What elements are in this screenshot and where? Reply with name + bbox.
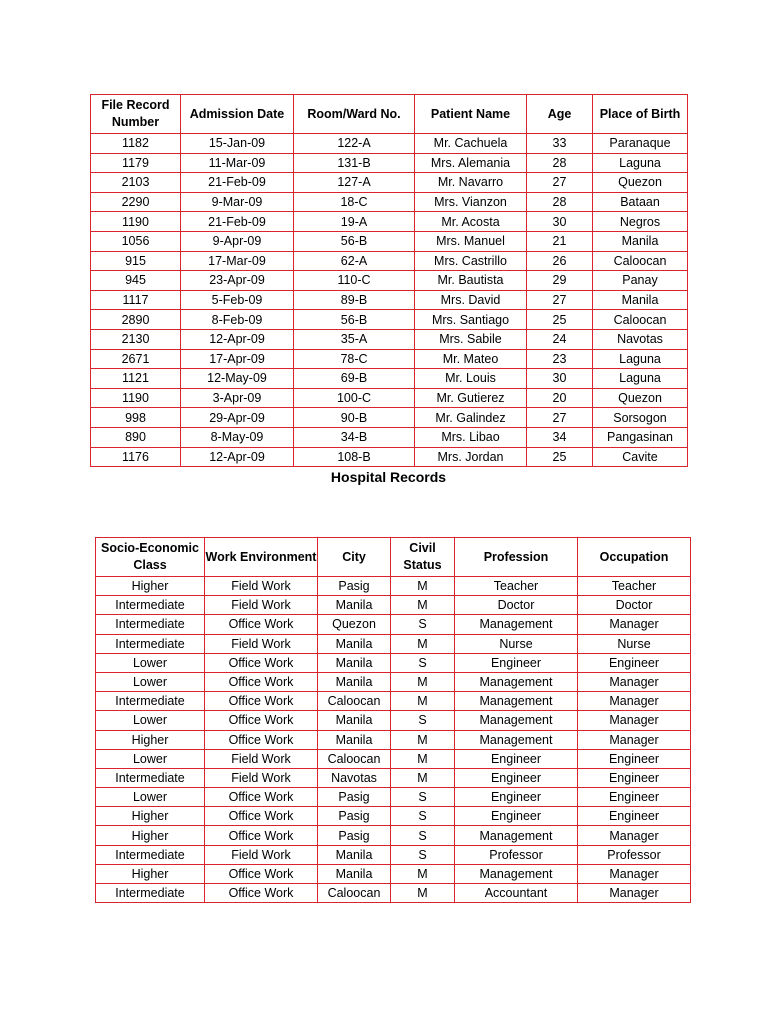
socio-economic-class-cell: Intermediate xyxy=(96,768,205,787)
socio-economic-class-cell: Higher xyxy=(96,807,205,826)
profession-cell: Management xyxy=(455,692,578,711)
city-cell: Pasig xyxy=(318,807,391,826)
header-patient-name: Patient Name xyxy=(415,95,527,134)
work-environment-cell: Office Work xyxy=(205,730,318,749)
profession-cell: Management xyxy=(455,615,578,634)
city-cell: Pasig xyxy=(318,826,391,845)
occupation-cell: Engineer xyxy=(578,807,691,826)
occupation-cell: Engineer xyxy=(578,768,691,787)
room-ward-cell: 69-B xyxy=(294,369,415,389)
patient-name-cell: Mr. Galindez xyxy=(415,408,527,428)
table-row xyxy=(96,653,691,672)
room-ward-cell: 110-C xyxy=(294,271,415,291)
profession-cell: Doctor xyxy=(455,596,578,615)
table-row xyxy=(96,596,691,615)
age-cell: 25 xyxy=(527,310,593,330)
place-of-birth-cell: Manila xyxy=(593,231,688,251)
age-cell: 21 xyxy=(527,231,593,251)
profession-cell: Management xyxy=(455,711,578,730)
city-cell: Manila xyxy=(318,845,391,864)
room-ward-cell: 100-C xyxy=(294,388,415,408)
admission-date-cell: 12-Apr-09 xyxy=(181,329,294,349)
patient-name-cell: Mrs. Santiago xyxy=(415,310,527,330)
age-cell: 20 xyxy=(527,388,593,408)
city-cell: Pasig xyxy=(318,577,391,596)
place-of-birth-cell: Paranaque xyxy=(593,134,688,154)
place-of-birth-cell: Manila xyxy=(593,290,688,310)
header-age: Age xyxy=(527,95,593,134)
profession-cell: Engineer xyxy=(455,788,578,807)
table-row xyxy=(91,329,688,349)
file-record-number-cell: 1176 xyxy=(91,447,181,467)
socio-economic-class-cell: Intermediate xyxy=(96,692,205,711)
patient-name-cell: Mrs. Libao xyxy=(415,427,527,447)
occupation-cell: Professor xyxy=(578,845,691,864)
city-cell: Manila xyxy=(318,634,391,653)
civil-status-cell: S xyxy=(391,711,455,730)
admission-date-cell: 21-Feb-09 xyxy=(181,212,294,232)
place-of-birth-cell: Negros xyxy=(593,212,688,232)
civil-status-cell: M xyxy=(391,884,455,903)
place-of-birth-cell: Pangasinan xyxy=(593,427,688,447)
patient-name-cell: Mrs. Castrillo xyxy=(415,251,527,271)
table-row xyxy=(91,447,688,467)
file-record-number-cell: 2130 xyxy=(91,329,181,349)
work-environment-cell: Field Work xyxy=(205,596,318,615)
room-ward-cell: 90-B xyxy=(294,408,415,428)
table-row xyxy=(96,634,691,653)
table-row xyxy=(96,749,691,768)
city-cell: Manila xyxy=(318,730,391,749)
table-row xyxy=(96,845,691,864)
table-row xyxy=(96,672,691,691)
city-cell: Caloocan xyxy=(318,692,391,711)
work-environment-cell: Office Work xyxy=(205,711,318,730)
civil-status-cell: M xyxy=(391,749,455,768)
work-environment-cell: Field Work xyxy=(205,749,318,768)
place-of-birth-cell: Sorsogon xyxy=(593,408,688,428)
occupation-cell: Teacher xyxy=(578,577,691,596)
profession-cell: Management xyxy=(455,672,578,691)
socio-economic-class-cell: Lower xyxy=(96,749,205,768)
occupation-cell: Manager xyxy=(578,864,691,883)
age-cell: 27 xyxy=(527,408,593,428)
socio-economic-class-cell: Lower xyxy=(96,711,205,730)
age-cell: 28 xyxy=(527,153,593,173)
place-of-birth-cell: Quezon xyxy=(593,173,688,193)
work-environment-cell: Office Work xyxy=(205,615,318,634)
city-cell: Manila xyxy=(318,864,391,883)
work-environment-cell: Field Work xyxy=(205,634,318,653)
table-row xyxy=(96,768,691,787)
occupation-cell: Manager xyxy=(578,672,691,691)
occupation-cell: Manager xyxy=(578,826,691,845)
table-row xyxy=(96,807,691,826)
age-cell: 33 xyxy=(527,134,593,154)
work-environment-cell: Field Work xyxy=(205,577,318,596)
table-row xyxy=(96,692,691,711)
admission-date-cell: 17-Apr-09 xyxy=(181,349,294,369)
age-cell: 28 xyxy=(527,192,593,212)
place-of-birth-cell: Panay xyxy=(593,271,688,291)
occupation-cell: Engineer xyxy=(578,749,691,768)
patient-name-cell: Mr. Louis xyxy=(415,369,527,389)
patient-name-cell: Mr. Bautista xyxy=(415,271,527,291)
file-record-number-cell: 1182 xyxy=(91,134,181,154)
header-socio-economic-class: Socio-Economic Class xyxy=(96,538,205,577)
table-row xyxy=(91,212,688,232)
patient-name-cell: Mrs. David xyxy=(415,290,527,310)
city-cell: Manila xyxy=(318,596,391,615)
profession-cell: Engineer xyxy=(455,807,578,826)
table-row xyxy=(96,577,691,596)
place-of-birth-cell: Caloocan xyxy=(593,251,688,271)
file-record-number-cell: 2290 xyxy=(91,192,181,212)
room-ward-cell: 62-A xyxy=(294,251,415,271)
civil-status-cell: S xyxy=(391,788,455,807)
hospital-header-row xyxy=(91,95,688,134)
place-of-birth-cell: Navotas xyxy=(593,329,688,349)
occupation-cell: Manager xyxy=(578,884,691,903)
admission-date-cell: 29-Apr-09 xyxy=(181,408,294,428)
admission-date-cell: 12-Apr-09 xyxy=(181,447,294,467)
age-cell: 27 xyxy=(527,290,593,310)
work-environment-cell: Office Work xyxy=(205,807,318,826)
hospital-records-table xyxy=(90,94,688,467)
room-ward-cell: 56-B xyxy=(294,231,415,251)
table-row xyxy=(96,826,691,845)
age-cell: 25 xyxy=(527,447,593,467)
city-cell: Manila xyxy=(318,653,391,672)
admission-date-cell: 9-Apr-09 xyxy=(181,231,294,251)
patient-name-cell: Mr. Acosta xyxy=(415,212,527,232)
file-record-number-cell: 1056 xyxy=(91,231,181,251)
table-row xyxy=(91,388,688,408)
admission-date-cell: 15-Jan-09 xyxy=(181,134,294,154)
civil-status-cell: M xyxy=(391,730,455,749)
place-of-birth-cell: Caloocan xyxy=(593,310,688,330)
socio-economic-class-cell: Higher xyxy=(96,826,205,845)
work-environment-cell: Office Work xyxy=(205,884,318,903)
profession-cell: Accountant xyxy=(455,884,578,903)
room-ward-cell: 56-B xyxy=(294,310,415,330)
place-of-birth-cell: Laguna xyxy=(593,153,688,173)
socio-economic-class-cell: Lower xyxy=(96,788,205,807)
place-of-birth-cell: Laguna xyxy=(593,349,688,369)
file-record-number-cell: 1121 xyxy=(91,369,181,389)
table-row xyxy=(96,615,691,634)
civil-status-cell: S xyxy=(391,845,455,864)
room-ward-cell: 122-A xyxy=(294,134,415,154)
socio-economic-table xyxy=(95,537,691,903)
header-civil-status: Civil Status xyxy=(391,538,455,577)
admission-date-cell: 3-Apr-09 xyxy=(181,388,294,408)
place-of-birth-cell: Bataan xyxy=(593,192,688,212)
work-environment-cell: Office Work xyxy=(205,653,318,672)
profession-cell: Management xyxy=(455,730,578,749)
header-occupation: Occupation xyxy=(578,538,691,577)
header-admission-date: Admission Date xyxy=(181,95,294,134)
socio-economic-class-cell: Intermediate xyxy=(96,884,205,903)
socio-economic-class-cell: Higher xyxy=(96,577,205,596)
work-environment-cell: Office Work xyxy=(205,692,318,711)
age-cell: 30 xyxy=(527,369,593,389)
table-row xyxy=(91,271,688,291)
table-row xyxy=(96,864,691,883)
profession-cell: Engineer xyxy=(455,768,578,787)
table-caption: Hospital Records xyxy=(330,469,447,485)
place-of-birth-cell: Laguna xyxy=(593,369,688,389)
civil-status-cell: M xyxy=(391,672,455,691)
header-room-ward-no: Room/Ward No. xyxy=(294,95,415,134)
table-row xyxy=(91,408,688,428)
patient-name-cell: Mrs. Manuel xyxy=(415,231,527,251)
header-profession: Profession xyxy=(455,538,578,577)
civil-status-cell: M xyxy=(391,634,455,653)
occupation-cell: Nurse xyxy=(578,634,691,653)
work-environment-cell: Field Work xyxy=(205,845,318,864)
table-row xyxy=(91,251,688,271)
admission-date-cell: 23-Apr-09 xyxy=(181,271,294,291)
hospital-table-body xyxy=(91,134,688,467)
room-ward-cell: 78-C xyxy=(294,349,415,369)
file-record-number-cell: 890 xyxy=(91,427,181,447)
admission-date-cell: 8-May-09 xyxy=(181,427,294,447)
occupation-cell: Engineer xyxy=(578,788,691,807)
profession-cell: Engineer xyxy=(455,653,578,672)
city-cell: Caloocan xyxy=(318,749,391,768)
civil-status-cell: M xyxy=(391,864,455,883)
profession-cell: Professor xyxy=(455,845,578,864)
patient-name-cell: Mrs. Jordan xyxy=(415,447,527,467)
civil-status-cell: S xyxy=(391,615,455,634)
socio-economic-class-cell: Intermediate xyxy=(96,615,205,634)
civil-status-cell: M xyxy=(391,577,455,596)
city-cell: Navotas xyxy=(318,768,391,787)
file-record-number-cell: 915 xyxy=(91,251,181,271)
header-file-record-number: File Record Number xyxy=(91,95,181,134)
file-record-number-cell: 945 xyxy=(91,271,181,291)
table-row xyxy=(96,788,691,807)
city-cell: Pasig xyxy=(318,788,391,807)
table-row xyxy=(91,349,688,369)
admission-date-cell: 11-Mar-09 xyxy=(181,153,294,173)
city-cell: Manila xyxy=(318,711,391,730)
file-record-number-cell: 1190 xyxy=(91,212,181,232)
patient-name-cell: Mrs. Sabile xyxy=(415,329,527,349)
civil-status-cell: S xyxy=(391,807,455,826)
city-cell: Manila xyxy=(318,672,391,691)
civil-status-cell: S xyxy=(391,653,455,672)
age-cell: 29 xyxy=(527,271,593,291)
age-cell: 26 xyxy=(527,251,593,271)
file-record-number-cell: 2103 xyxy=(91,173,181,193)
socio-economic-class-cell: Higher xyxy=(96,864,205,883)
occupation-cell: Manager xyxy=(578,615,691,634)
patient-name-cell: Mr. Gutierez xyxy=(415,388,527,408)
table-row xyxy=(91,231,688,251)
table-row xyxy=(91,310,688,330)
profession-cell: Teacher xyxy=(455,577,578,596)
profession-cell: Management xyxy=(455,864,578,883)
header-city: City xyxy=(318,538,391,577)
table-row xyxy=(91,134,688,154)
civil-status-cell: M xyxy=(391,692,455,711)
file-record-number-cell: 1190 xyxy=(91,388,181,408)
patient-name-cell: Mrs. Vianzon xyxy=(415,192,527,212)
work-environment-cell: Office Work xyxy=(205,826,318,845)
table-row xyxy=(91,369,688,389)
occupation-cell: Manager xyxy=(578,730,691,749)
file-record-number-cell: 1117 xyxy=(91,290,181,310)
table-row xyxy=(96,730,691,749)
socio-economic-class-cell: Intermediate xyxy=(96,596,205,615)
table-row xyxy=(91,290,688,310)
socio-economic-class-cell: Intermediate xyxy=(96,634,205,653)
file-record-number-cell: 998 xyxy=(91,408,181,428)
civil-status-cell: S xyxy=(391,826,455,845)
room-ward-cell: 127-A xyxy=(294,173,415,193)
profession-cell: Management xyxy=(455,826,578,845)
room-ward-cell: 35-A xyxy=(294,329,415,349)
patient-name-cell: Mrs. Alemania xyxy=(415,153,527,173)
patient-name-cell: Mr. Navarro xyxy=(415,173,527,193)
file-record-number-cell: 2671 xyxy=(91,349,181,369)
age-cell: 30 xyxy=(527,212,593,232)
admission-date-cell: 12-May-09 xyxy=(181,369,294,389)
room-ward-cell: 131-B xyxy=(294,153,415,173)
patient-name-cell: Mr. Cachuela xyxy=(415,134,527,154)
room-ward-cell: 18-C xyxy=(294,192,415,212)
patient-name-cell: Mr. Mateo xyxy=(415,349,527,369)
city-cell: Caloocan xyxy=(318,884,391,903)
admission-date-cell: 21-Feb-09 xyxy=(181,173,294,193)
age-cell: 23 xyxy=(527,349,593,369)
place-of-birth-cell: Quezon xyxy=(593,388,688,408)
place-of-birth-cell: Cavite xyxy=(593,447,688,467)
work-environment-cell: Office Work xyxy=(205,788,318,807)
civil-status-cell: M xyxy=(391,596,455,615)
file-record-number-cell: 2890 xyxy=(91,310,181,330)
socio-economic-class-cell: Lower xyxy=(96,653,205,672)
profession-cell: Nurse xyxy=(455,634,578,653)
header-work-environment: Work Environment xyxy=(205,538,318,577)
room-ward-cell: 89-B xyxy=(294,290,415,310)
admission-date-cell: 9-Mar-09 xyxy=(181,192,294,212)
admission-date-cell: 17-Mar-09 xyxy=(181,251,294,271)
age-cell: 27 xyxy=(527,173,593,193)
admission-date-cell: 8-Feb-09 xyxy=(181,310,294,330)
occupation-cell: Manager xyxy=(578,711,691,730)
age-cell: 24 xyxy=(527,329,593,349)
room-ward-cell: 19-A xyxy=(294,212,415,232)
work-environment-cell: Office Work xyxy=(205,672,318,691)
socio-economic-class-cell: Intermediate xyxy=(96,845,205,864)
occupation-cell: Doctor xyxy=(578,596,691,615)
profession-cell: Engineer xyxy=(455,749,578,768)
table-row xyxy=(91,153,688,173)
socio-economic-class-cell: Higher xyxy=(96,730,205,749)
table-row xyxy=(96,711,691,730)
table-row xyxy=(91,173,688,193)
socio-header-row xyxy=(96,538,691,577)
occupation-cell: Engineer xyxy=(578,653,691,672)
room-ward-cell: 108-B xyxy=(294,447,415,467)
city-cell: Quezon xyxy=(318,615,391,634)
table-row xyxy=(91,427,688,447)
room-ward-cell: 34-B xyxy=(294,427,415,447)
admission-date-cell: 5-Feb-09 xyxy=(181,290,294,310)
work-environment-cell: Field Work xyxy=(205,768,318,787)
age-cell: 34 xyxy=(527,427,593,447)
work-environment-cell: Office Work xyxy=(205,864,318,883)
table-row xyxy=(96,884,691,903)
socio-economic-class-cell: Lower xyxy=(96,672,205,691)
table-row xyxy=(91,192,688,212)
socio-table-body xyxy=(96,577,691,903)
header-place-of-birth: Place of Birth xyxy=(593,95,688,134)
civil-status-cell: M xyxy=(391,768,455,787)
occupation-cell: Manager xyxy=(578,692,691,711)
file-record-number-cell: 1179 xyxy=(91,153,181,173)
